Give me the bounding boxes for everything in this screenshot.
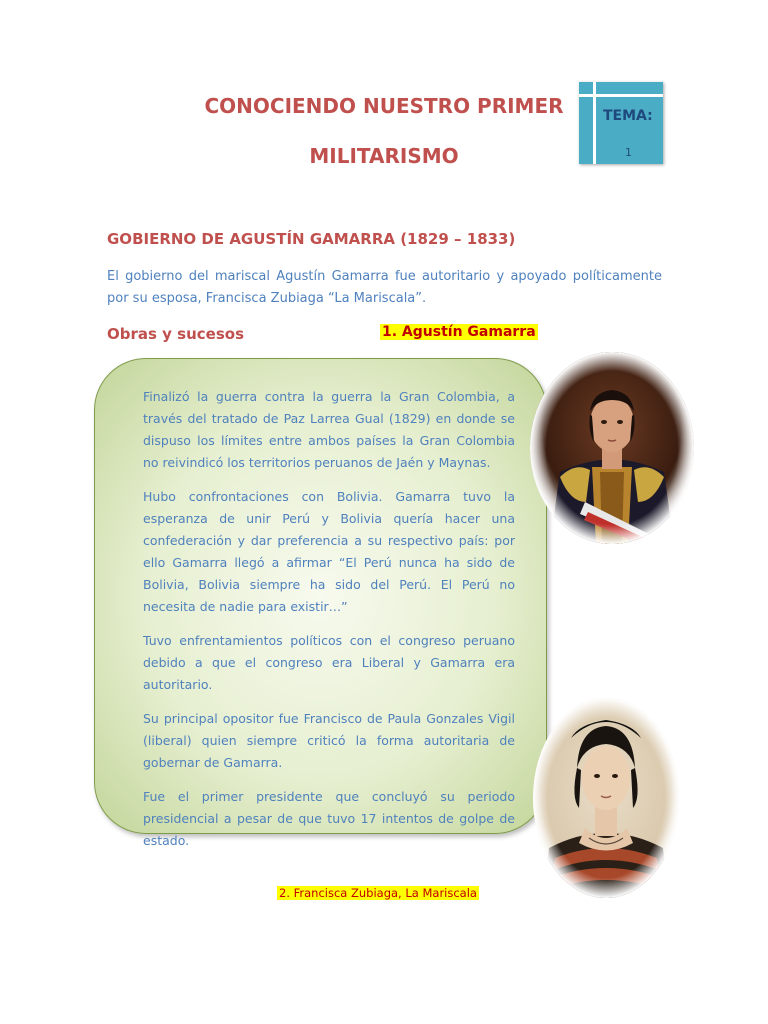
portrait-gamarra-image xyxy=(530,352,694,544)
obras-heading: Obras y sucesos xyxy=(107,325,244,343)
page-title-line-1: CONOCIENDO NUESTRO PRIMER xyxy=(204,94,564,118)
tema-number: 1 xyxy=(625,146,632,159)
panel-paragraph: Fue el primer presidente que concluyó su periodo presidencial a pesar de que tuvo 17 intentos de golpe de estado. xyxy=(143,789,515,848)
section-heading: GOBIERNO DE AGUSTÍN GAMARRA (1829 – 1833) xyxy=(107,230,516,248)
portrait-agustin-gamarra xyxy=(530,352,694,544)
panel-text xyxy=(143,386,515,864)
figure-caption-gamarra: 1. Agustín Gamarra xyxy=(382,324,536,340)
panel-paragraph: Hubo confrontaciones con Bolivia. Gamarra tuvo la esperanza de unir Perú y Bolivia quería hacer una confederación y dar preferencia a su respectivo país: por ello Gamarra llegó a afirmar “El Perú nunca ha sido de Bolivia, Bolivia siempre ha sido del Perú. El Perú no necesita de nadie para existir…” xyxy=(143,489,515,614)
panel-paragraph: Tuvo enfrentamientos políticos con el congreso peruano debido a que el congreso era Liberal y Gamarra era autoritario. xyxy=(143,633,515,692)
page-title-line-2: MILITARISMO xyxy=(309,144,459,168)
panel-paragraph: Finalizó la guerra contra la guerra la Gran Colombia, a través del tratado de Paz Larrea Gual (1829) en donde se dispuso los límites entre ambos países la Gran Colombia no reivindicó los territorios peruanos de Jaén y Maynas. xyxy=(143,389,515,470)
intro-paragraph: El gobierno del mariscal Agustín Gamarra fue autoritario y apoyado políticamente por su esposa, Francisca Zubiaga “La Mariscala”. xyxy=(107,269,662,306)
badge-horizontal-divider xyxy=(579,94,663,97)
portrait-zubiaga-image xyxy=(533,698,679,898)
panel-paragraph: Su principal opositor fue Francisco de Paula Gonzales Vigil (liberal) quien siempre criticó la forma autoritaria de gobernar de Gamarra. xyxy=(143,711,515,770)
tema-label: TEMA: xyxy=(603,108,653,124)
tema-badge xyxy=(579,82,663,164)
figure-caption-zubiaga: 2. Francisca Zubiaga, La Mariscala xyxy=(279,886,477,900)
portrait-francisca-zubiaga xyxy=(533,698,679,898)
